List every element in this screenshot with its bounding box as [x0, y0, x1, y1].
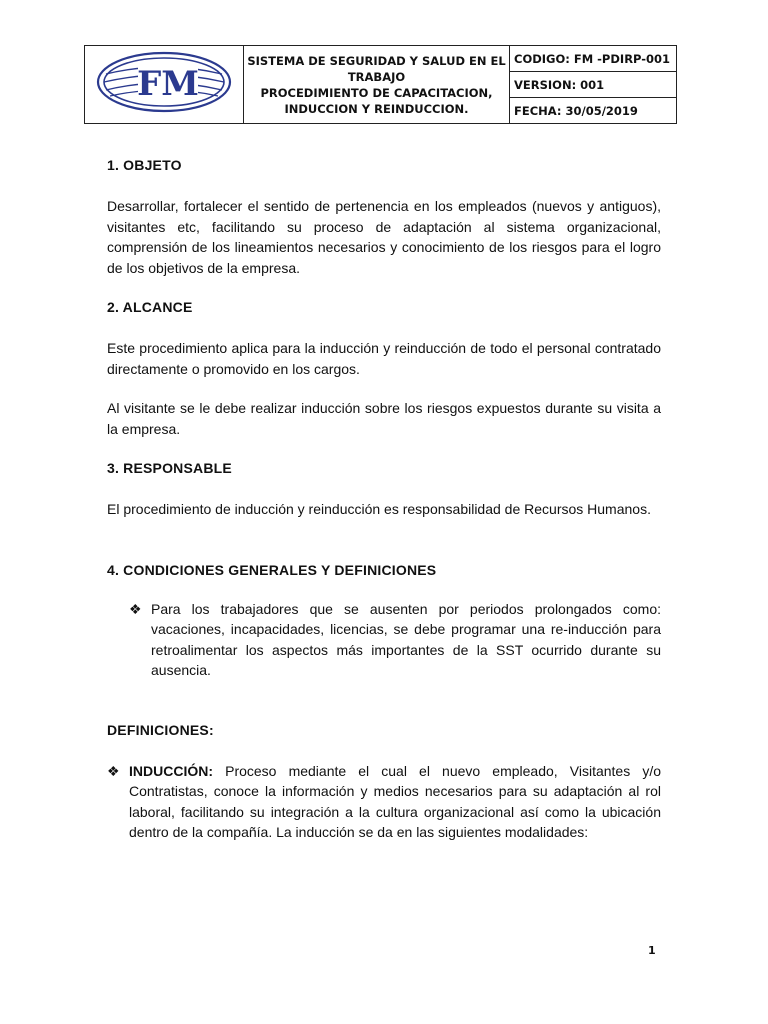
fecha-cell: FECHA: 30/05/2019 [510, 98, 677, 124]
alcance-text-1: Este procedimiento aplica para la inducción y reinducción de todo el personal contratado directamente o promovido en los cargos. [107, 340, 661, 377]
definicion-term: INDUCCIÓN: [129, 762, 213, 779]
definicion-body: Proceso mediante el cual el nuevo empleado, Visitantes y/o Contratistas, conoce la información y medios necesarios para su adaptación al rol laboral, facilitando su integración a la cultura organizacional así como la ubicación dentro de la compañía. La inducción se da en las siguientes modalidades: [129, 762, 661, 840]
section-heading-alcance: 2. ALCANCE [107, 299, 193, 315]
version-cell: VERSION: 001 [510, 72, 677, 98]
condiciones-bullet [129, 599, 661, 681]
diamond-bullet-icon: ❖ [129, 600, 142, 617]
alcance-text-2: Al visitante se le debe realizar inducción sobre los riesgos expuestos durante su visita a la empresa. [107, 400, 661, 437]
definicion-induccion-text [129, 761, 661, 843]
responsable-text: El procedimiento de inducción y reinducción es responsabilidad de Recursos Humanos. [107, 501, 651, 517]
section-heading-responsable: 3. RESPONSABLE [107, 460, 232, 476]
codigo-cell: CODIGO: FM -PDIRP-001 [510, 46, 677, 72]
section-heading-objeto: 1. OBJETO [107, 157, 182, 173]
title-line-1: SISTEMA DE SEGURIDAD Y SALUD EN EL TRABAJO [247, 53, 506, 84]
page-number: 1 [648, 944, 656, 957]
company-logo [94, 50, 234, 114]
title-line-2: PROCEDIMIENTO DE CAPACITACION, INDUCCION Y REINDUCCION. [260, 85, 493, 116]
definicion-induccion [107, 761, 661, 843]
document-header [84, 45, 677, 124]
logo-text: FM [137, 64, 199, 104]
document-title [244, 46, 510, 124]
document-body [107, 155, 661, 843]
condiciones-bullet-text: Para los trabajadores que se ausenten por periodos prolongados como: vacaciones, incapacidades, licencias, se debe programar una re-inducción para retroalimentar los aspectos más importantes de la SST ocurrido durante su ausencia. [151, 600, 661, 678]
logo-cell [85, 46, 244, 124]
section-heading-condiciones: 4. CONDICIONES GENERALES Y DEFINICIONES [107, 561, 437, 578]
objeto-text: Desarrollar, fortalecer el sentido de pertenencia en los empleados (nuevos y antiguos), visitantes etc, facilitando su proceso de adaptación al sistema organizacional, comprensión de los lineamientos necesarios y conocimiento de los riesgos para el logro de los objetivos de la empresa. [107, 198, 661, 276]
section-heading-definiciones: DEFINICIONES: [107, 721, 214, 738]
diamond-bullet-icon: ❖ [107, 762, 120, 779]
